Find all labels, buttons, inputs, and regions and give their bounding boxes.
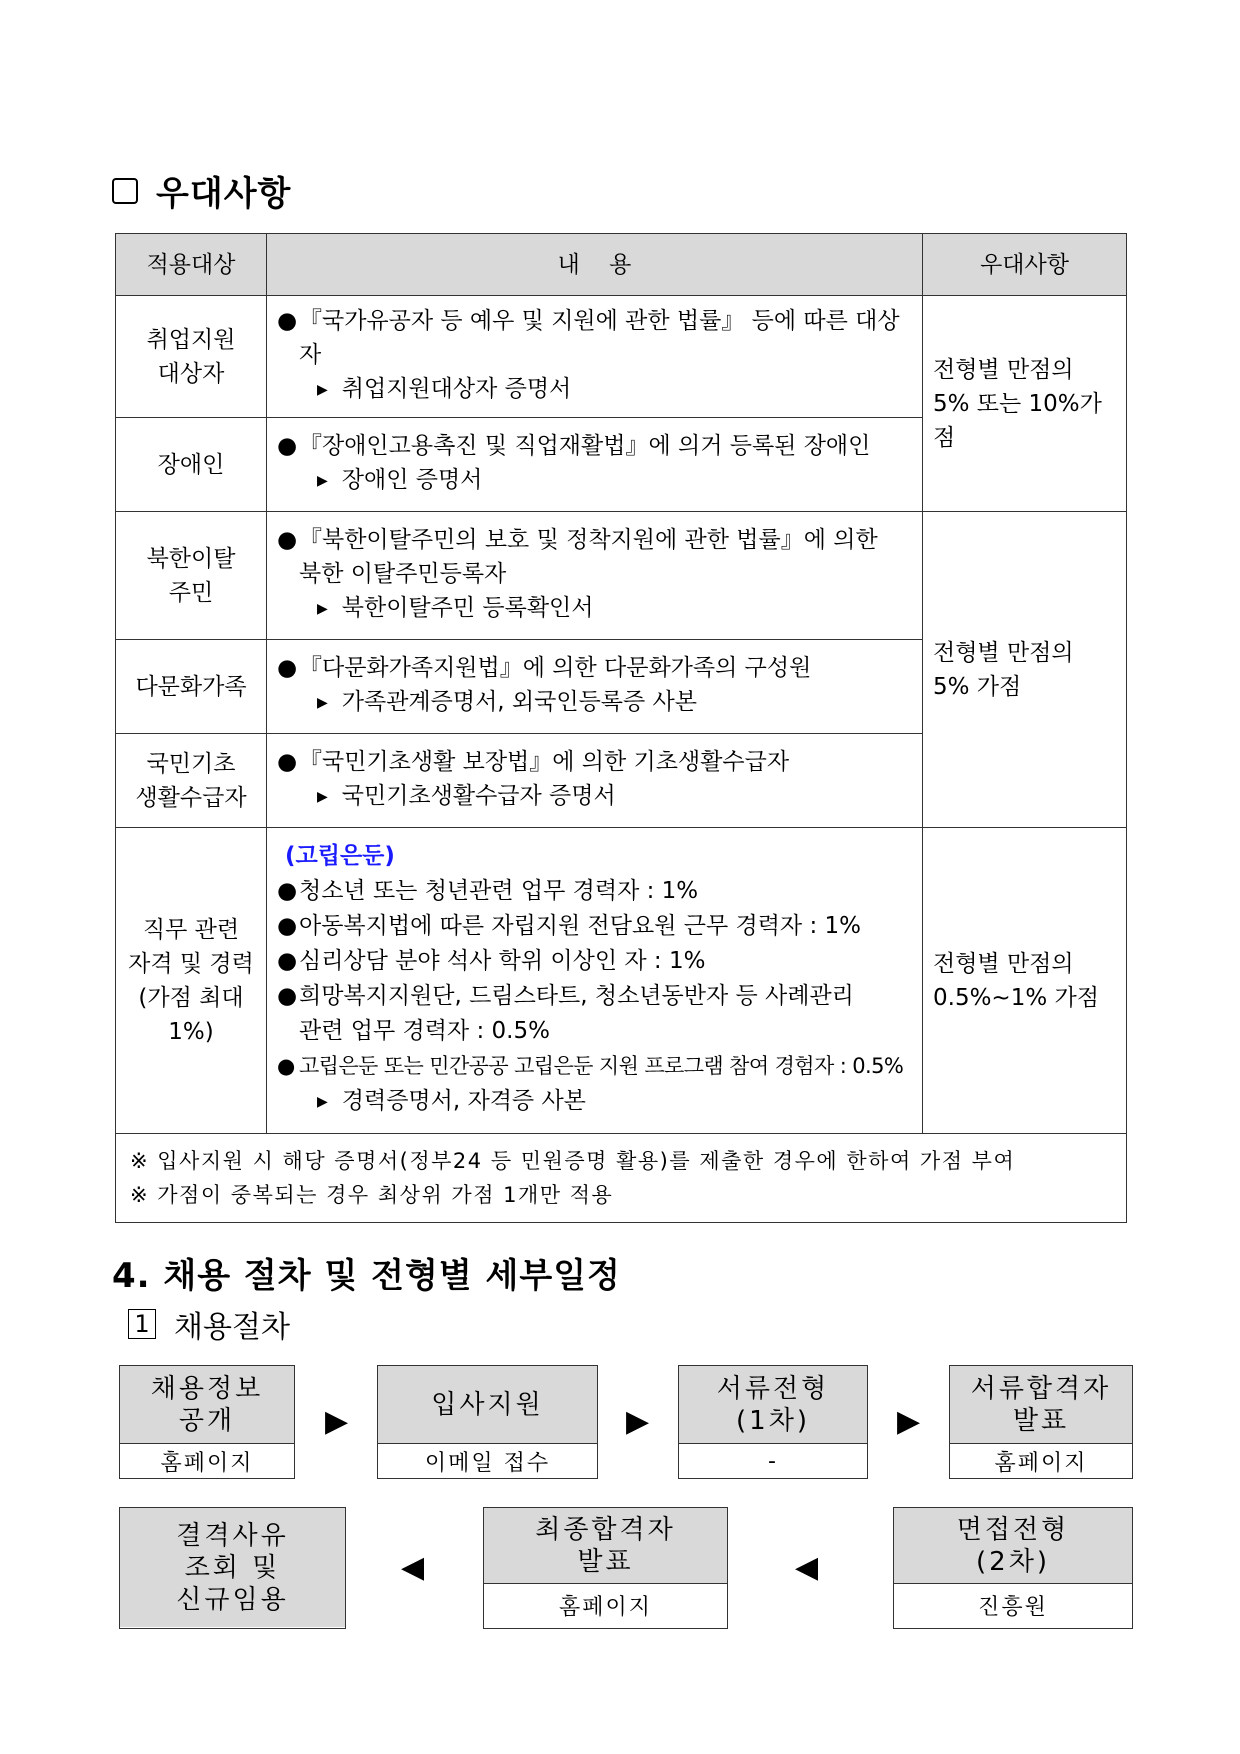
bullet-icon: ● [277,433,298,459]
arrow-left-icon: ◀ [401,1550,425,1585]
step-box [377,1365,598,1479]
row-target: 다문화가족 [116,640,267,734]
arrow-right-icon: ▶ [325,1404,349,1439]
step-box [893,1507,1133,1629]
header-content: 내 용 [267,234,923,296]
bullet-icon: ● [277,948,298,974]
step-head: 서류합격자 발표 [950,1366,1132,1444]
arrow-left-icon: ◀ [795,1550,819,1585]
row-target: 북한이탈 주민 [116,512,267,640]
triangle-right-icon: ▶ [317,695,328,711]
note-line: ※ 가점이 중복되는 경우 최상위 가점 1개만 적용 [130,1183,614,1207]
step-box [678,1365,868,1479]
table-header-row [116,234,1127,296]
step-foot: 홈페이지 [558,1595,652,1620]
bullet-icon: ● [277,878,298,904]
table-row [116,512,1127,640]
triangle-right-icon: ▶ [317,1094,328,1110]
step-foot: - [768,1448,778,1474]
step-head: 채용정보 공개 [120,1366,294,1444]
section-title: 우대사항 [156,174,292,214]
bullet-icon: ● [277,749,298,775]
row-content: ● 『다문화가족지원법』에 의한 다문화가족의 구성원 ▶ 가족관계증명서, 외국인등록증 사본 [267,640,923,734]
step-box [119,1365,295,1479]
benefit-cell: 전형별 만점의 5% 또는 10%가점 [923,296,1127,512]
step-head: 면접전형 (2차) [894,1508,1132,1584]
step-foot: 진흥원 [978,1595,1048,1620]
triangle-right-icon: ▶ [317,382,328,398]
row-content: ● 『국가유공자 등 예우 및 지원에 관한 법률』 등에 따른 대상자 ▶ 취업지원대상자 증명서 [267,296,923,418]
benefit-cell: 전형별 만점의 5% 가점 [923,512,1127,828]
number-box: 1 [128,1309,156,1339]
bullet-icon: ● [277,655,298,681]
header-benefit: 우대사항 [923,234,1127,296]
row-target: 취업지원 대상자 [116,296,267,418]
row-content: (고립은둔) ● 청소년 또는 청년관련 업무 경력자 : 1% ● 아동복지법에 따른 자립지원 전담요원 근무 경력자 : 1% ● 심리상담 분야 석사 학위 이상인 자 : 1% ● 희망복지지원단, 드림스타트, 청소년동반자 등 사례관리 관련 업무 경력자 : 0.5% ● 고립은둔 또는 민간공공 고립은둔 지원 프로그램 참여 경험자 : 0.5% ▶ 경력증명서, 자격증 사본 [267,828,923,1134]
row-target: 국민기초 생활수급자 [116,734,267,828]
bullet-icon: ● [277,1054,295,1078]
step-head: 최종합격자 발표 [484,1508,727,1584]
row-content: ● 『국민기초생활 보장법』에 의한 기초생활수급자 ▶ 국민기초생활수급자 증명서 [267,734,923,828]
bullet-icon: ● [277,913,298,939]
row-target: 장애인 [116,418,267,512]
bullet-icon: ● [277,308,298,334]
table-row-career [116,828,1127,1134]
checkbox-icon [112,178,138,204]
row-target: 직무 관련 자격 및 경력 (가점 최대 1%) [116,828,267,1134]
preference-table [115,233,1127,1223]
bullet-icon: ● [277,527,298,553]
procedure-subtitle: 1 채용절차 [128,1302,290,1346]
step-head: 결격사유 조회 및 신규임용 [120,1508,345,1627]
step-box [483,1507,728,1629]
triangle-right-icon: ▶ [317,601,328,617]
step-foot: 홈페이지 [160,1450,254,1476]
procedure-title: 4. 채용 절차 및 전형별 세부일정 [112,1256,621,1296]
notes-cell [116,1134,1127,1223]
arrow-right-icon: ▶ [897,1404,921,1439]
bullet-icon: ● [277,983,298,1009]
triangle-right-icon: ▶ [317,473,328,489]
triangle-right-icon: ▶ [317,789,328,805]
step-box [949,1365,1133,1479]
step-foot: 홈페이지 [994,1450,1088,1476]
section-heading [112,166,291,215]
step-foot: 이메일 접수 [424,1450,551,1476]
career-heading: (고립은둔) [285,843,395,869]
notes-row [116,1134,1127,1223]
arrow-right-icon: ▶ [626,1404,650,1439]
step-head: 입사지원 [378,1366,597,1444]
note-line: ※ 입사지원 시 해당 증명서(정부24 등 민원증명 활용)를 제출한 경우에 한하여 가점 부여 [130,1149,1016,1173]
header-target: 적용대상 [116,234,267,296]
row-content: ● 『장애인고용촉진 및 직업재활법』에 의거 등록된 장애인 ▶ 장애인 증명서 [267,418,923,512]
step-box [119,1507,346,1629]
step-head: 서류전형 (1차) [679,1366,867,1444]
table-row [116,296,1127,418]
row-content: ● 『북한이탈주민의 보호 및 정착지원에 관한 법률』에 의한 북한 이탈주민등록자 ▶ 북한이탈주민 등록확인서 [267,512,923,640]
benefit-cell: 전형별 만점의 0.5%~1% 가점 [923,828,1127,1134]
